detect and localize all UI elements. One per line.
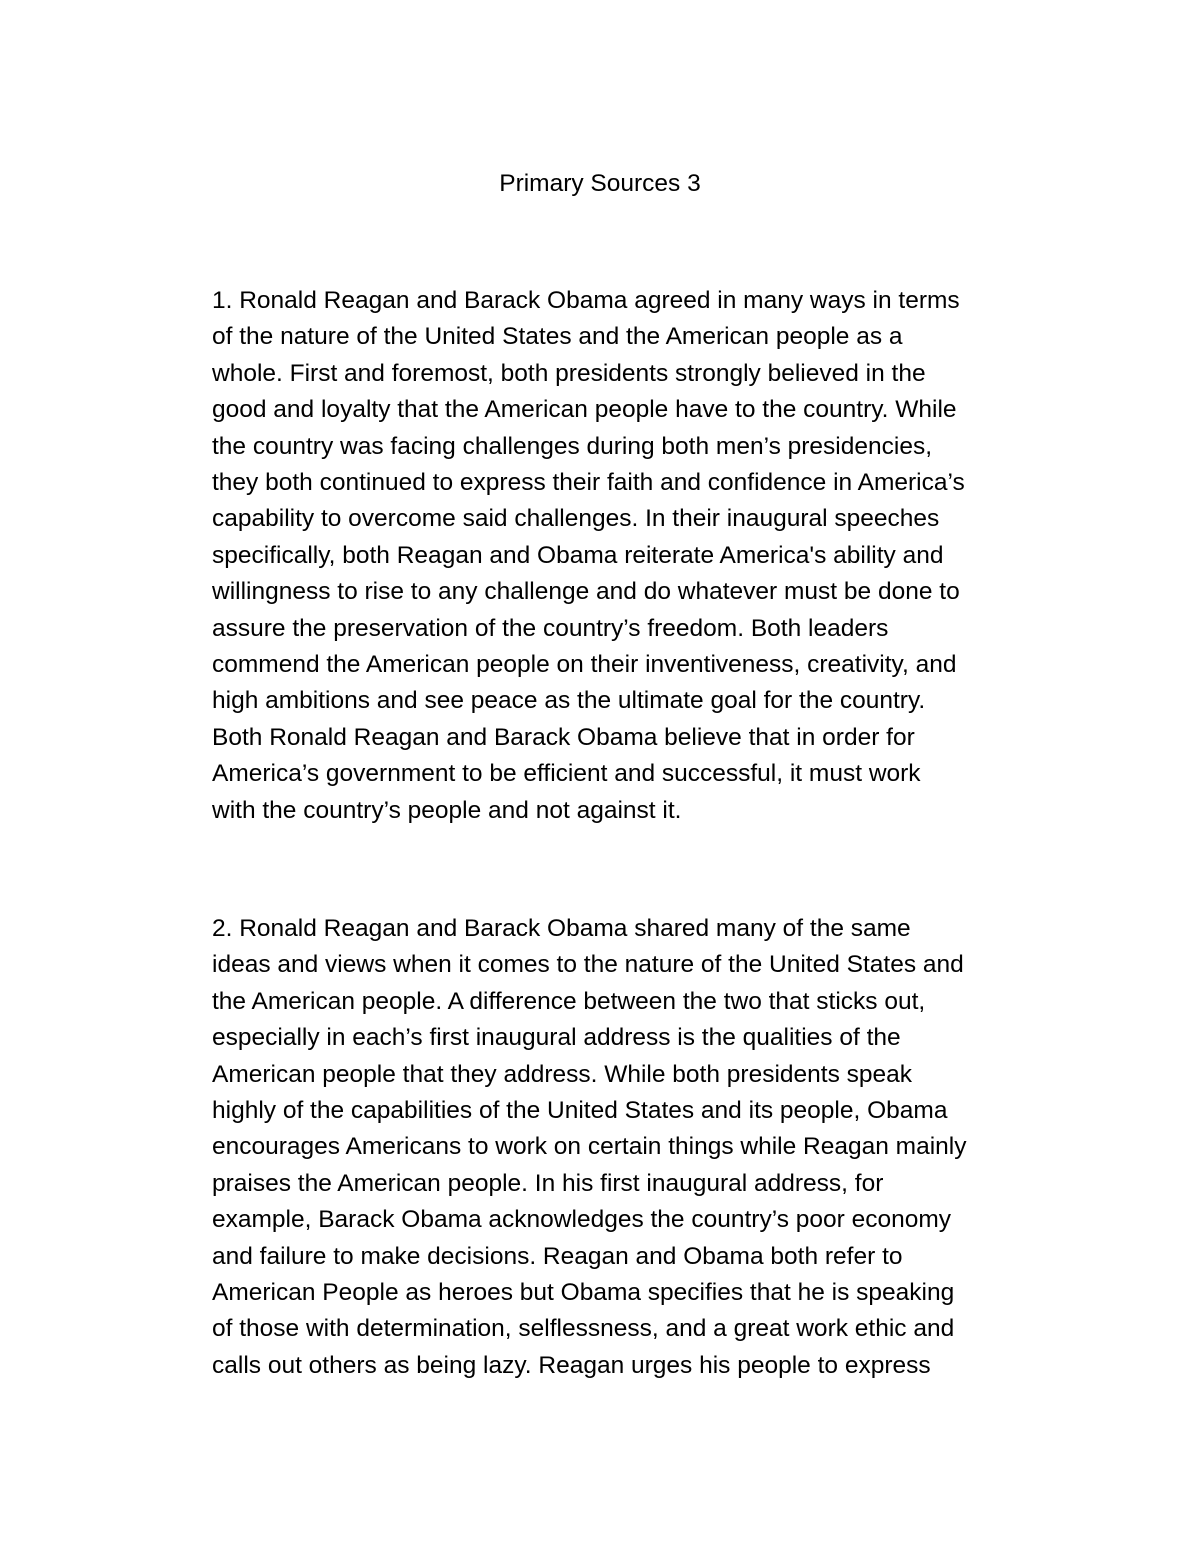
text-line: calls out others as being lazy. Reagan urges his people to express: [212, 1351, 931, 1379]
text-line: 1. Ronald Reagan and Barack Obama agreed in many ways in terms: [212, 287, 960, 314]
document-title: Primary Sources 3: [499, 170, 701, 197]
text-line: high ambitions and see peace as the ultimate goal for the country.: [212, 687, 926, 715]
text-line: of those with determination, selflessness, and a great work ethic and: [212, 1315, 955, 1343]
text-line: American people that they address. While both presidents speak: [212, 1060, 913, 1088]
text-line: they both continued to express their faith and confidence in America’s: [212, 469, 965, 497]
text-line: America’s government to be efficient and successful, it must work: [212, 760, 921, 788]
text-line: ideas and views when it comes to the nature of the United States and: [212, 951, 964, 979]
paragraph-answer-2: [212, 911, 1072, 1384]
text-line: specifically, both Reagan and Obama reiterate America's ability and: [212, 541, 944, 569]
text-line: encourages Americans to work on certain things while Reagan mainly: [212, 1133, 967, 1161]
text-line: willingness to rise to any challenge and do whatever must be done to: [212, 578, 960, 606]
text-line: example, Barack Obama acknowledges the country’s poor economy: [212, 1206, 952, 1234]
text-line: of the nature of the United States and the American people as a: [212, 323, 903, 351]
text-line: with the country’s people and not against it.: [212, 796, 682, 824]
text-line: and failure to make decisions. Reagan and Obama both refer to: [212, 1242, 903, 1270]
text-line: capability to overcome said challenges. In their inaugural speeches: [212, 505, 940, 533]
text-line: highly of the capabilities of the United States and its people, Obama: [212, 1097, 948, 1125]
text-line: commend the American people on their inventiveness, creativity, and: [212, 651, 957, 679]
text-line: good and loyalty that the American people have to the country. While: [212, 396, 957, 424]
text-line: whole. First and foremost, both presidents strongly believed in the: [212, 359, 926, 387]
text-line: Both Ronald Reagan and Barack Obama believe that in order for: [212, 723, 915, 751]
text-line: especially in each’s first inaugural address is the qualities of the: [212, 1024, 901, 1052]
text-line: American People as heroes but Obama specifies that he is speaking: [212, 1279, 955, 1307]
text-line: 2. Ronald Reagan and Barack Obama shared many of the same: [212, 915, 911, 942]
text-line: the country was facing challenges during both men’s presidencies,: [212, 432, 932, 460]
text-line: assure the preservation of the country’s freedom. Both leaders: [212, 614, 889, 642]
text-line: the American people. A difference between the two that sticks out,: [212, 987, 926, 1015]
text-line: praises the American people. In his first inaugural address, for: [212, 1169, 884, 1197]
paragraph-answer-1: [212, 283, 1072, 829]
